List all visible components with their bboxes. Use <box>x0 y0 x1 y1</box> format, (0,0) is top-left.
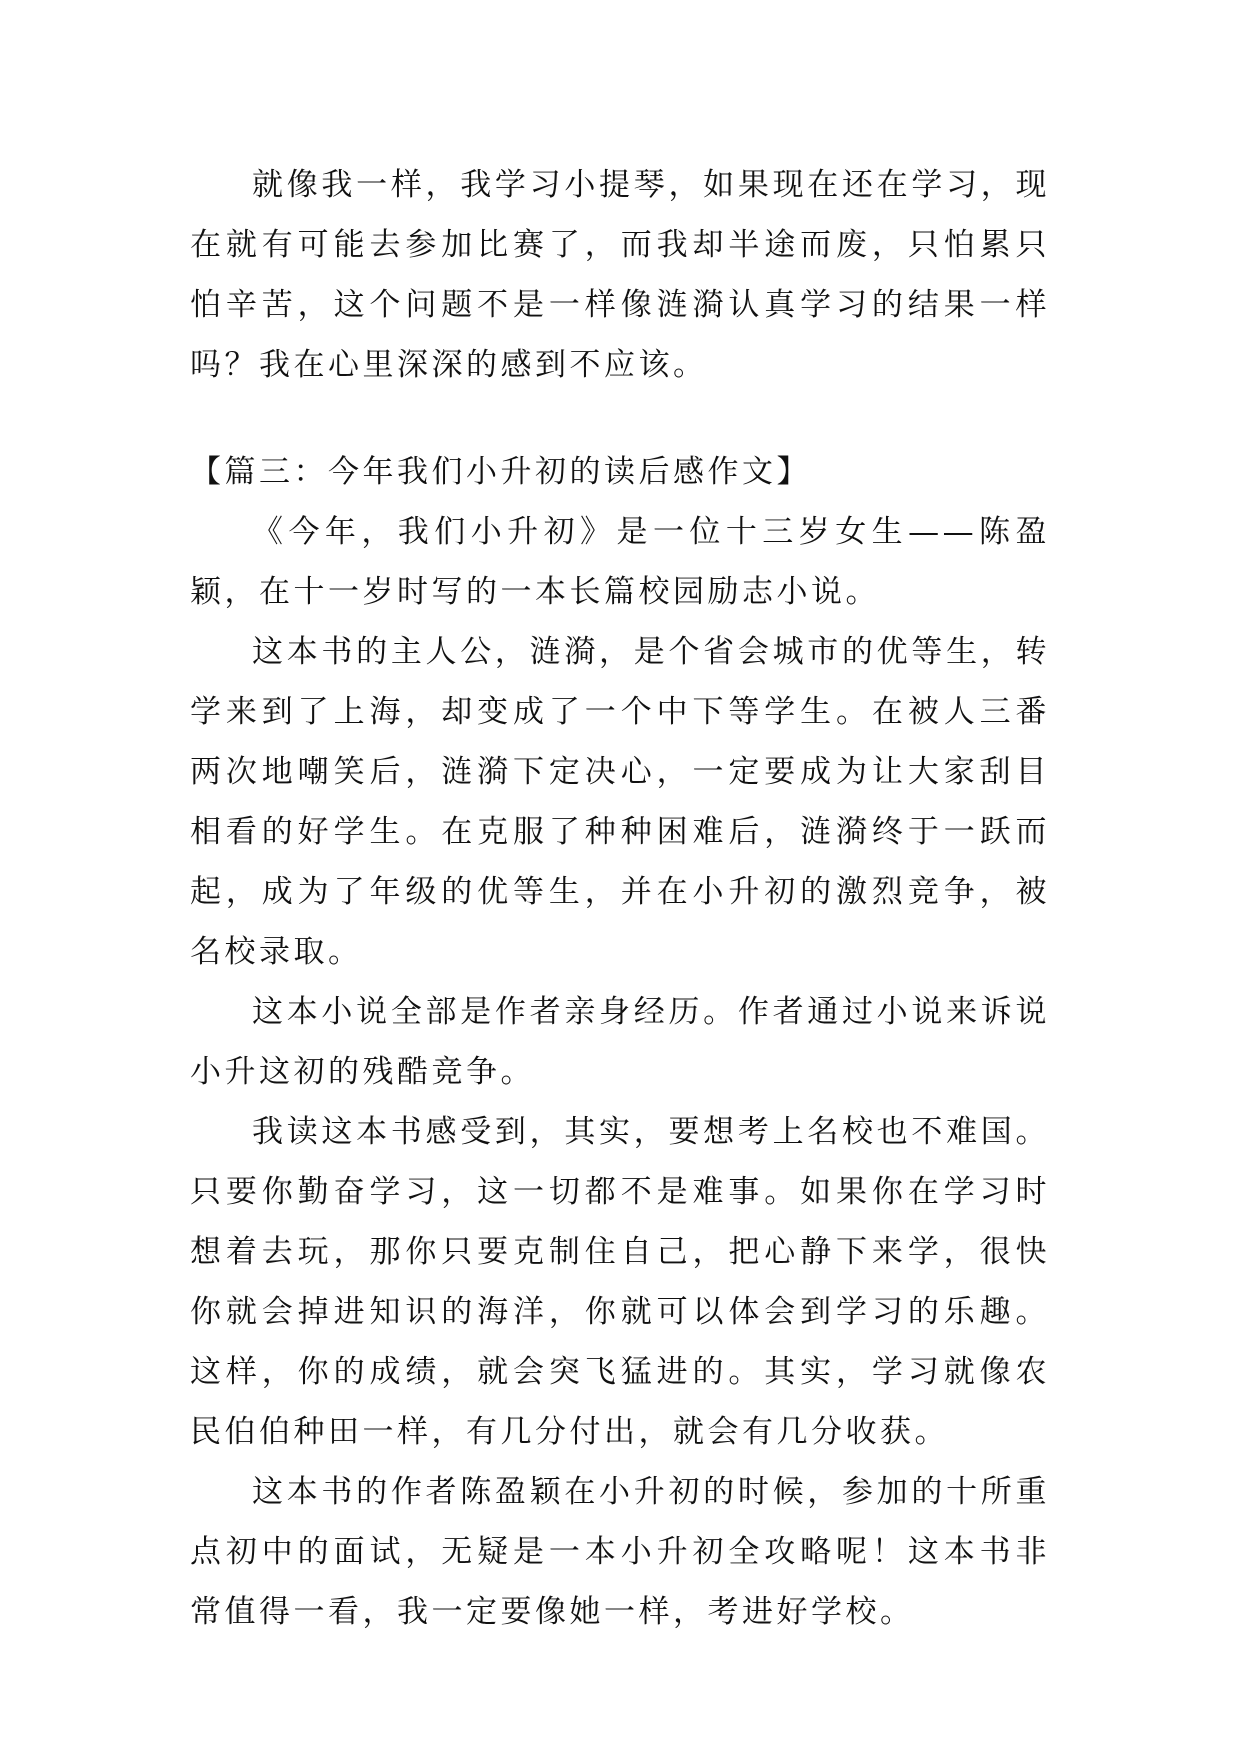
section-heading: 【篇三：今年我们小升初的读后感作文】 <box>190 454 811 490</box>
intro-block <box>190 155 1050 395</box>
paragraph-4: 我读这本书感受到，其实，要想考上名校也不难国。只要你勤奋学习，这一切都不是难事。如果你在学习时想着去玩，那你只要克制住自己，把心静下来学，很快你就会掉进知识的海洋，你就可以体会到学习的乐趣。这样，你的成绩，就会突飞猛进的。其实，学习就像农民伯伯种田一样，有几分付出，就会有几分收获。 <box>190 1114 1050 1450</box>
section-three <box>190 442 1050 1642</box>
paragraph-5: 这本书的作者陈盈颖在小升初的时候，参加的十所重点初中的面试，无疑是一本小升初全攻略呢！这本书非常值得一看，我一定要像她一样，考进好学校。 <box>190 1474 1050 1630</box>
intro-paragraph: 就像我一样，我学习小提琴，如果现在还在学习，现在就有可能去参加比赛了，而我却半途而废，只怕累只怕辛苦，这个问题不是一样像涟漪认真学习的结果一样吗？我在心里深深的感到不应该。 <box>190 167 1050 383</box>
paragraph-2: 这本书的主人公，涟漪，是个省会城市的优等生，转学来到了上海，却变成了一个中下等学生。在被人三番两次地嘲笑后，涟漪下定决心，一定要成为让大家刮目相看的好学生。在克服了种种困难后，涟漪终于一跃而起，成为了年级的优等生，并在小升初的激烈竞争，被名校录取。 <box>190 634 1050 970</box>
paragraph-1: 《今年，我们小升初》是一位十三岁女生——陈盈颖，在十一岁时写的一本长篇校园励志小说。 <box>190 514 1050 610</box>
paragraph-3: 这本小说全部是作者亲身经历。作者通过小说来诉说小升这初的残酷竞争。 <box>190 994 1050 1090</box>
